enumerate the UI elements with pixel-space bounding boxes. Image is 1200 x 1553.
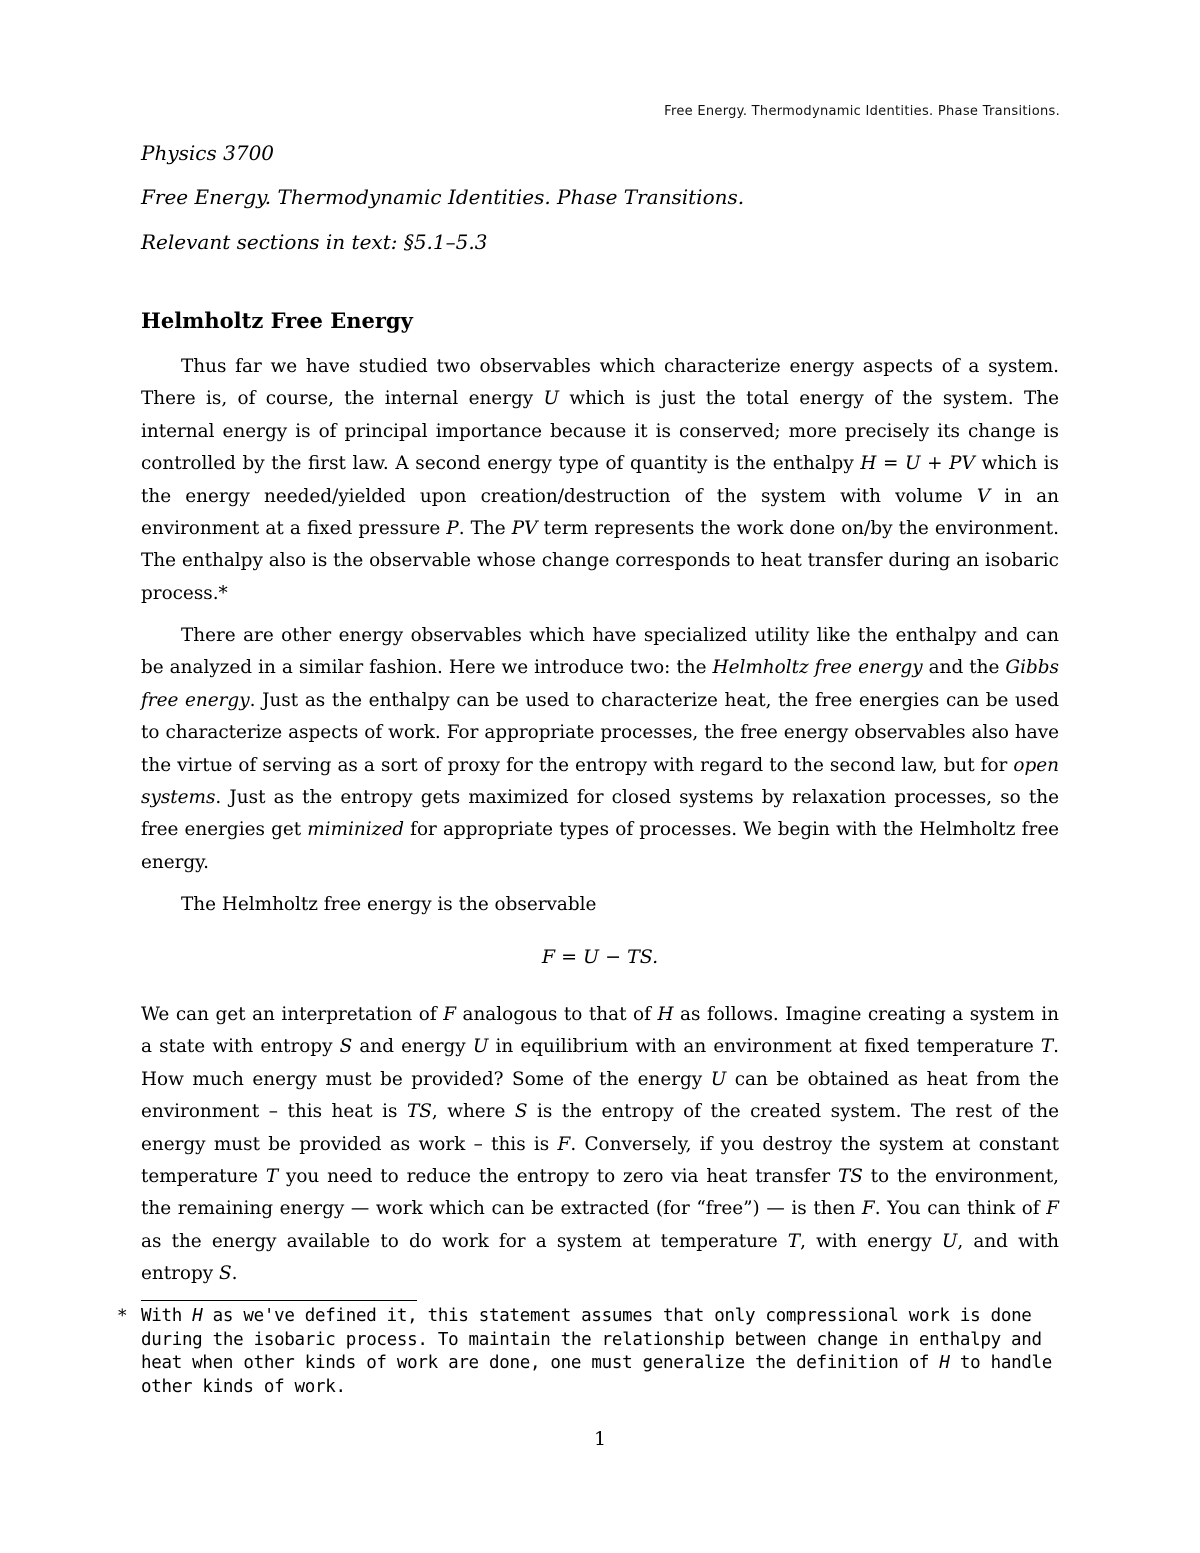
paragraph-3	[141, 889, 1059, 921]
text-run: There are other energy observables which have specialized utility like the enthalpy and can be analyzed in a similar fashion. Here we introduce two: the	[141, 625, 1059, 679]
text-run: We can get an interpretation of	[141, 1004, 444, 1025]
paragraph-1	[141, 351, 1059, 610]
footnote-mark: *	[118, 1306, 127, 1326]
text-run: and energy	[352, 1036, 473, 1058]
text-run: as follows. Imagine creating a system in a state with entropy	[141, 1004, 1060, 1058]
text-run: in an environment at a fixed pressure	[141, 485, 1059, 540]
text-run: and the	[922, 657, 1006, 679]
section-heading: Helmholtz Free Energy	[141, 308, 413, 333]
math-symbol: T	[787, 1230, 801, 1252]
paragraph-2	[141, 620, 1059, 879]
footnote-rule	[141, 1300, 417, 1301]
text-run: , with energy	[800, 1230, 942, 1252]
math-symbol: H	[939, 1353, 950, 1374]
emphasis: open systems	[141, 754, 1059, 809]
text-run: can be obtained as heat from the environment – this heat is	[141, 1068, 1059, 1123]
math-symbol: TS	[406, 1101, 432, 1123]
paragraph-4	[141, 999, 1059, 1291]
math-symbol: TS	[837, 1166, 863, 1188]
text-run: . Conversely, if you destroy the system at constant temperature	[141, 1133, 1059, 1188]
math-symbol: H	[192, 1306, 203, 1326]
math-symbol: S	[219, 1263, 232, 1285]
math-symbol: T	[1040, 1036, 1054, 1058]
math-symbol: PV	[511, 518, 538, 540]
page-number: 1	[593, 1428, 607, 1450]
math-symbol: T	[265, 1166, 279, 1188]
text-run: for appropriate types of processes. We begin with the Helmholtz free energy.	[141, 819, 1060, 873]
text-run: , and with entropy	[141, 1230, 1059, 1285]
text-run: which is the energy needed/yielded upon creation/destruction of the system with volume	[141, 453, 1059, 507]
emphasis: Gibbs free energy	[141, 657, 1059, 711]
text-run: With	[141, 1306, 193, 1326]
text-run: , where	[431, 1101, 515, 1123]
text-run: as the energy available to do work for a system at temperature	[141, 1230, 788, 1252]
running-head: Free Energy. Thermodynamic Identities. Phase Transitions.	[664, 104, 1060, 119]
math-symbol: U	[472, 1036, 489, 1058]
math-symbol: P	[446, 518, 459, 540]
text-run: which is just the total energy of the system. The internal energy is of principal importance because it is conserved; more precisely its change is controlled by the first law. A second energy type of quantity is the enthalpy	[141, 388, 1059, 475]
text-run: in equilibrium with an environment at fixed temperature	[488, 1036, 1041, 1058]
text-run: . You can think of	[874, 1198, 1047, 1220]
text-run: analogous to that of	[455, 1004, 658, 1025]
text-run: . How much energy must be provided? Some of the energy	[141, 1036, 1060, 1090]
text-run: The Helmholtz free energy is the observable	[181, 894, 597, 915]
text-run: to the environment, the remaining energy — work which can be extracted (for “free”) — is then	[141, 1166, 1059, 1220]
topic-title: Free Energy. Thermodynamic Identities. Phase Transitions.	[141, 185, 745, 209]
text-run: .	[231, 1263, 238, 1285]
math-symbol: F	[443, 1004, 456, 1025]
course-title: Physics 3700	[141, 141, 275, 165]
text-run: you need to reduce the entropy to zero via heat transfer	[278, 1166, 838, 1188]
text-run: is the entropy of the created system. The rest of the energy must be provided as work – this is	[141, 1101, 1059, 1155]
helmholtz-equation: F = U − TS.	[541, 946, 659, 968]
math-symbol: S	[339, 1036, 353, 1058]
math-symbol: H	[657, 1004, 674, 1025]
math-symbol: F	[1046, 1198, 1059, 1220]
emphasis: miminized	[307, 819, 404, 841]
text-run: . Just as the enthalpy can be used to characterize heat, the free energies can be used to characterize aspects of work. For appropriate processes, the free energy observables also have the virtue of serving as a sort of proxy for the entropy with regard to the second law, but for	[141, 689, 1059, 776]
emphasis: Helmholtz free energy	[712, 657, 923, 679]
text-run: term represents the work done on/by the environment. The enthalpy also is the observable whose change corresponds to heat transfer during an isobaric process.*	[141, 518, 1059, 604]
math-symbol: F	[557, 1133, 571, 1155]
text-run: . Just as the entropy gets maximized for closed systems by relaxation processes, so the free energies get	[141, 787, 1059, 841]
math-symbol: U	[710, 1068, 727, 1090]
text-run: as we've defined it, this statement assumes that only compressional work is done during the isobaric process. To maintain the relationship between change in enthalpy and heat when other kinds of work are done, one must generalize the definition of	[141, 1306, 1042, 1374]
math-symbol: F	[861, 1198, 875, 1220]
text-run: to handle other kinds of work.	[141, 1353, 1053, 1397]
math-symbol: U	[941, 1230, 958, 1252]
math-symbol: V	[976, 485, 991, 507]
footnote	[141, 1305, 1059, 1399]
text-run: Thus far we have studied two observables which characterize energy aspects of a system. There is, of course, the internal energy	[141, 356, 1059, 410]
math-symbol: U	[543, 388, 559, 410]
math-symbol: S	[514, 1101, 528, 1123]
enthalpy-equation: H = U + PV	[860, 453, 975, 475]
relevant-sections: Relevant sections in text: §5.1–5.3	[141, 230, 488, 254]
text-run: . The	[458, 518, 512, 540]
